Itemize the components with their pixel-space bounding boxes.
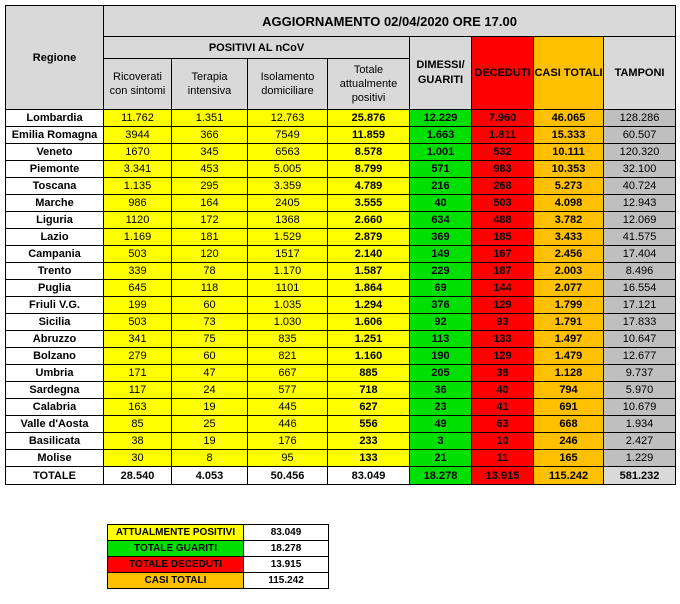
cell-regione: Liguria [6, 212, 104, 229]
cell-regione: Bolzano [6, 348, 104, 365]
cell-terapia: 181 [172, 229, 248, 246]
cell-terapia: 73 [172, 314, 248, 331]
cell-ricoverati: 38 [104, 433, 172, 450]
cell-isolamento: 7549 [248, 127, 328, 144]
cell-regione: Marche [6, 195, 104, 212]
cell-isolamento: 5.005 [248, 161, 328, 178]
cell-positivi: 627 [328, 399, 410, 416]
cell-positivi: 718 [328, 382, 410, 399]
cell-deceduti: 40 [472, 382, 534, 399]
cell-deceduti: 1.811 [472, 127, 534, 144]
table-row [6, 297, 676, 314]
cell-casi: 46.065 [534, 110, 604, 127]
cell-regione: Friuli V.G. [6, 297, 104, 314]
cell-casi: 1.479 [534, 348, 604, 365]
cell-ricoverati: 11.762 [104, 110, 172, 127]
table-row [6, 382, 676, 399]
cell-ricoverati: 1.169 [104, 229, 172, 246]
cell-dimessi: 12.229 [410, 110, 472, 127]
summary-casi-value: 115.242 [244, 573, 329, 589]
cell-casi: 246 [534, 433, 604, 450]
cell-isolamento: 446 [248, 416, 328, 433]
cell-casi: 1.791 [534, 314, 604, 331]
summary-guariti-value: 18.278 [244, 541, 329, 557]
summary-deceduti-value: 13.915 [244, 557, 329, 573]
cell-deceduti: 167 [472, 246, 534, 263]
cell-isolamento: 2405 [248, 195, 328, 212]
table-row [6, 110, 676, 127]
table-row [6, 246, 676, 263]
cell-dimessi: 376 [410, 297, 472, 314]
cell-positivi: 1.587 [328, 263, 410, 280]
cell-terapia: 120 [172, 246, 248, 263]
cell-deceduti: 7.960 [472, 110, 534, 127]
cell-isolamento: 6563 [248, 144, 328, 161]
cell-positivi: 885 [328, 365, 410, 382]
cell-regione: Veneto [6, 144, 104, 161]
cell-tamponi: 1.229 [604, 450, 676, 467]
cell-tamponi: 10.647 [604, 331, 676, 348]
summary-positivi-label: ATTUALMENTE POSITIVI [108, 525, 244, 541]
cell-regione: Puglia [6, 280, 104, 297]
cell-tamponi: 12.069 [604, 212, 676, 229]
table-row [6, 144, 676, 161]
cell-tamponi: 41.575 [604, 229, 676, 246]
cell-dimessi: 21 [410, 450, 472, 467]
cell-terapia: 172 [172, 212, 248, 229]
cell-positivi: 1.251 [328, 331, 410, 348]
cell-deceduti: 93 [472, 314, 534, 331]
cell-tamponi: 8.496 [604, 263, 676, 280]
table-row [6, 195, 676, 212]
cell-ricoverati: 1.135 [104, 178, 172, 195]
table-row [6, 127, 676, 144]
cell-casi: 2.003 [534, 263, 604, 280]
header-ricoverati: Ricoverati con sintomi [104, 59, 172, 110]
summary-table [107, 524, 329, 589]
cell-terapia: 47 [172, 365, 248, 382]
total-row [6, 467, 676, 485]
cell-isolamento: 577 [248, 382, 328, 399]
cell-isolamento: 3.359 [248, 178, 328, 195]
header-dimessi: DIMESSI/ GUARITI [410, 37, 472, 110]
cell-deceduti: 532 [472, 144, 534, 161]
cell-regione: Toscana [6, 178, 104, 195]
cell-terapia: 453 [172, 161, 248, 178]
cell-ricoverati: 279 [104, 348, 172, 365]
cell-deceduti: 129 [472, 297, 534, 314]
cell-regione: Valle d'Aosta [6, 416, 104, 433]
cell-positivi: 8.799 [328, 161, 410, 178]
cell-terapia: 75 [172, 331, 248, 348]
cell-terapia: 164 [172, 195, 248, 212]
cell-dimessi: 1.663 [410, 127, 472, 144]
cell-isolamento: 176 [248, 433, 328, 450]
cell-positivi: 2.140 [328, 246, 410, 263]
cell-tamponi: 12.677 [604, 348, 676, 365]
cell-tamponi: 60.507 [604, 127, 676, 144]
table-row [6, 399, 676, 416]
cell-ricoverati: 339 [104, 263, 172, 280]
cell-deceduti: 11 [472, 450, 534, 467]
cell-deceduti: 503 [472, 195, 534, 212]
cell-dimessi: 69 [410, 280, 472, 297]
cell-deceduti: 983 [472, 161, 534, 178]
cell-positivi: 4.789 [328, 178, 410, 195]
cell-regione: Piemonte [6, 161, 104, 178]
cell-regione: Molise [6, 450, 104, 467]
cell-ricoverati: 341 [104, 331, 172, 348]
header-isolamento: Isolamento domiciliare [248, 59, 328, 110]
cell-ricoverati: 163 [104, 399, 172, 416]
cell-casi: 3.782 [534, 212, 604, 229]
cell-positivi: 25.876 [328, 110, 410, 127]
total-cell-terapia: 4.053 [172, 467, 248, 485]
cell-tamponi: 1.934 [604, 416, 676, 433]
total-cell-ricoverati: 28.540 [104, 467, 172, 485]
cell-ricoverati: 3944 [104, 127, 172, 144]
cell-isolamento: 1101 [248, 280, 328, 297]
cell-terapia: 8 [172, 450, 248, 467]
cell-casi: 10.353 [534, 161, 604, 178]
cell-isolamento: 1.035 [248, 297, 328, 314]
cell-casi: 3.433 [534, 229, 604, 246]
cell-ricoverati: 30 [104, 450, 172, 467]
cell-casi: 2.077 [534, 280, 604, 297]
cell-ricoverati: 645 [104, 280, 172, 297]
header-positivi-group: POSITIVI AL nCoV [104, 37, 410, 59]
cell-ricoverati: 503 [104, 246, 172, 263]
cell-tamponi: 16.554 [604, 280, 676, 297]
cell-casi: 691 [534, 399, 604, 416]
cell-casi: 1.128 [534, 365, 604, 382]
cell-regione: Basilicata [6, 433, 104, 450]
table-row [6, 280, 676, 297]
cell-tamponi: 17.833 [604, 314, 676, 331]
header-tamponi: TAMPONI [604, 37, 676, 110]
cell-ricoverati: 171 [104, 365, 172, 382]
cell-deceduti: 63 [472, 416, 534, 433]
cell-isolamento: 667 [248, 365, 328, 382]
cell-dimessi: 190 [410, 348, 472, 365]
cell-terapia: 345 [172, 144, 248, 161]
cell-deceduti: 38 [472, 365, 534, 382]
cell-terapia: 60 [172, 348, 248, 365]
summary-casi-label: CASI TOTALI [108, 573, 244, 589]
cell-dimessi: 205 [410, 365, 472, 382]
table-row [6, 314, 676, 331]
cell-positivi: 1.864 [328, 280, 410, 297]
cell-casi: 2.456 [534, 246, 604, 263]
header-totale-positivi: Totale attualmente positivi [328, 59, 410, 110]
cell-ricoverati: 199 [104, 297, 172, 314]
cell-positivi: 133 [328, 450, 410, 467]
cell-positivi: 556 [328, 416, 410, 433]
cell-deceduti: 10 [472, 433, 534, 450]
cell-isolamento: 445 [248, 399, 328, 416]
cell-isolamento: 95 [248, 450, 328, 467]
cell-dimessi: 36 [410, 382, 472, 399]
cell-dimessi: 92 [410, 314, 472, 331]
cell-dimessi: 229 [410, 263, 472, 280]
cell-ricoverati: 986 [104, 195, 172, 212]
cell-dimessi: 113 [410, 331, 472, 348]
table-row [6, 178, 676, 195]
cell-deceduti: 41 [472, 399, 534, 416]
cell-tamponi: 17.404 [604, 246, 676, 263]
total-cell-casi: 115.242 [534, 467, 604, 485]
total-cell-tamponi: 581.232 [604, 467, 676, 485]
cell-positivi: 1.294 [328, 297, 410, 314]
cell-terapia: 24 [172, 382, 248, 399]
cell-positivi: 1.606 [328, 314, 410, 331]
cell-tamponi: 5.970 [604, 382, 676, 399]
cell-regione: Trento [6, 263, 104, 280]
cell-dimessi: 3 [410, 433, 472, 450]
table-row [6, 212, 676, 229]
total-cell-isolamento: 50.456 [248, 467, 328, 485]
cell-positivi: 11.859 [328, 127, 410, 144]
cell-ricoverati: 1670 [104, 144, 172, 161]
header-deceduti: DECEDUTI [472, 37, 534, 110]
cell-regione: Umbria [6, 365, 104, 382]
header-terapia: Terapia intensiva [172, 59, 248, 110]
cell-terapia: 19 [172, 399, 248, 416]
cell-dimessi: 23 [410, 399, 472, 416]
cell-regione: Calabria [6, 399, 104, 416]
cell-deceduti: 144 [472, 280, 534, 297]
total-cell-positivi: 83.049 [328, 467, 410, 485]
cell-regione: Campania [6, 246, 104, 263]
cell-casi: 1.799 [534, 297, 604, 314]
cell-isolamento: 1368 [248, 212, 328, 229]
cell-ricoverati: 3.341 [104, 161, 172, 178]
cell-isolamento: 835 [248, 331, 328, 348]
cell-isolamento: 12.763 [248, 110, 328, 127]
cell-casi: 1.497 [534, 331, 604, 348]
cell-positivi: 233 [328, 433, 410, 450]
cell-dimessi: 634 [410, 212, 472, 229]
table-body [6, 110, 676, 485]
cell-terapia: 366 [172, 127, 248, 144]
cell-casi: 4.098 [534, 195, 604, 212]
cell-isolamento: 1.529 [248, 229, 328, 246]
table-row [6, 161, 676, 178]
cell-tamponi: 17.121 [604, 297, 676, 314]
cell-dimessi: 40 [410, 195, 472, 212]
summary-deceduti-label: TOTALE DECEDUTI [108, 557, 244, 573]
cell-terapia: 78 [172, 263, 248, 280]
update-title: AGGIORNAMENTO 02/04/2020 ORE 17.00 [104, 6, 676, 37]
covid-region-table [5, 5, 676, 485]
cell-isolamento: 821 [248, 348, 328, 365]
cell-casi: 668 [534, 416, 604, 433]
cell-regione: Emilia Romagna [6, 127, 104, 144]
cell-terapia: 60 [172, 297, 248, 314]
cell-positivi: 8.578 [328, 144, 410, 161]
cell-ricoverati: 503 [104, 314, 172, 331]
cell-dimessi: 571 [410, 161, 472, 178]
summary-positivi-value: 83.049 [244, 525, 329, 541]
table-row [6, 331, 676, 348]
cell-regione: Lombardia [6, 110, 104, 127]
cell-dimessi: 216 [410, 178, 472, 195]
cell-casi: 794 [534, 382, 604, 399]
cell-terapia: 118 [172, 280, 248, 297]
cell-deceduti: 133 [472, 331, 534, 348]
cell-regione: Abruzzo [6, 331, 104, 348]
cell-tamponi: 9.737 [604, 365, 676, 382]
cell-casi: 5.273 [534, 178, 604, 195]
cell-casi: 15.333 [534, 127, 604, 144]
cell-regione: Lazio [6, 229, 104, 246]
cell-tamponi: 128.286 [604, 110, 676, 127]
table-row [6, 365, 676, 382]
cell-dimessi: 149 [410, 246, 472, 263]
cell-tamponi: 12.943 [604, 195, 676, 212]
cell-terapia: 1.351 [172, 110, 248, 127]
table-row [6, 416, 676, 433]
cell-tamponi: 10.679 [604, 399, 676, 416]
cell-isolamento: 1.030 [248, 314, 328, 331]
header-casi-totali: CASI TOTALI [534, 37, 604, 110]
cell-dimessi: 369 [410, 229, 472, 246]
cell-dimessi: 1.001 [410, 144, 472, 161]
cell-ricoverati: 1120 [104, 212, 172, 229]
table-row [6, 348, 676, 365]
total-cell-dimessi: 18.278 [410, 467, 472, 485]
cell-casi: 165 [534, 450, 604, 467]
cell-isolamento: 1.170 [248, 263, 328, 280]
cell-deceduti: 268 [472, 178, 534, 195]
cell-positivi: 1.160 [328, 348, 410, 365]
cell-ricoverati: 117 [104, 382, 172, 399]
cell-deceduti: 129 [472, 348, 534, 365]
total-cell-regione: TOTALE [6, 467, 104, 485]
cell-deceduti: 488 [472, 212, 534, 229]
cell-terapia: 295 [172, 178, 248, 195]
cell-deceduti: 185 [472, 229, 534, 246]
cell-tamponi: 40.724 [604, 178, 676, 195]
cell-ricoverati: 85 [104, 416, 172, 433]
cell-deceduti: 187 [472, 263, 534, 280]
cell-positivi: 2.879 [328, 229, 410, 246]
table-row [6, 229, 676, 246]
total-cell-deceduti: 13.915 [472, 467, 534, 485]
cell-terapia: 25 [172, 416, 248, 433]
header-regione: Regione [6, 6, 104, 110]
cell-dimessi: 49 [410, 416, 472, 433]
table-row [6, 450, 676, 467]
cell-isolamento: 1517 [248, 246, 328, 263]
cell-tamponi: 120.320 [604, 144, 676, 161]
cell-positivi: 3.555 [328, 195, 410, 212]
cell-tamponi: 2.427 [604, 433, 676, 450]
cell-tamponi: 32.100 [604, 161, 676, 178]
cell-terapia: 19 [172, 433, 248, 450]
cell-regione: Sardegna [6, 382, 104, 399]
summary-guariti-label: TOTALE GUARITI [108, 541, 244, 557]
cell-regione: Sicilia [6, 314, 104, 331]
cell-positivi: 2.660 [328, 212, 410, 229]
cell-casi: 10.111 [534, 144, 604, 161]
table-row [6, 433, 676, 450]
table-row [6, 263, 676, 280]
